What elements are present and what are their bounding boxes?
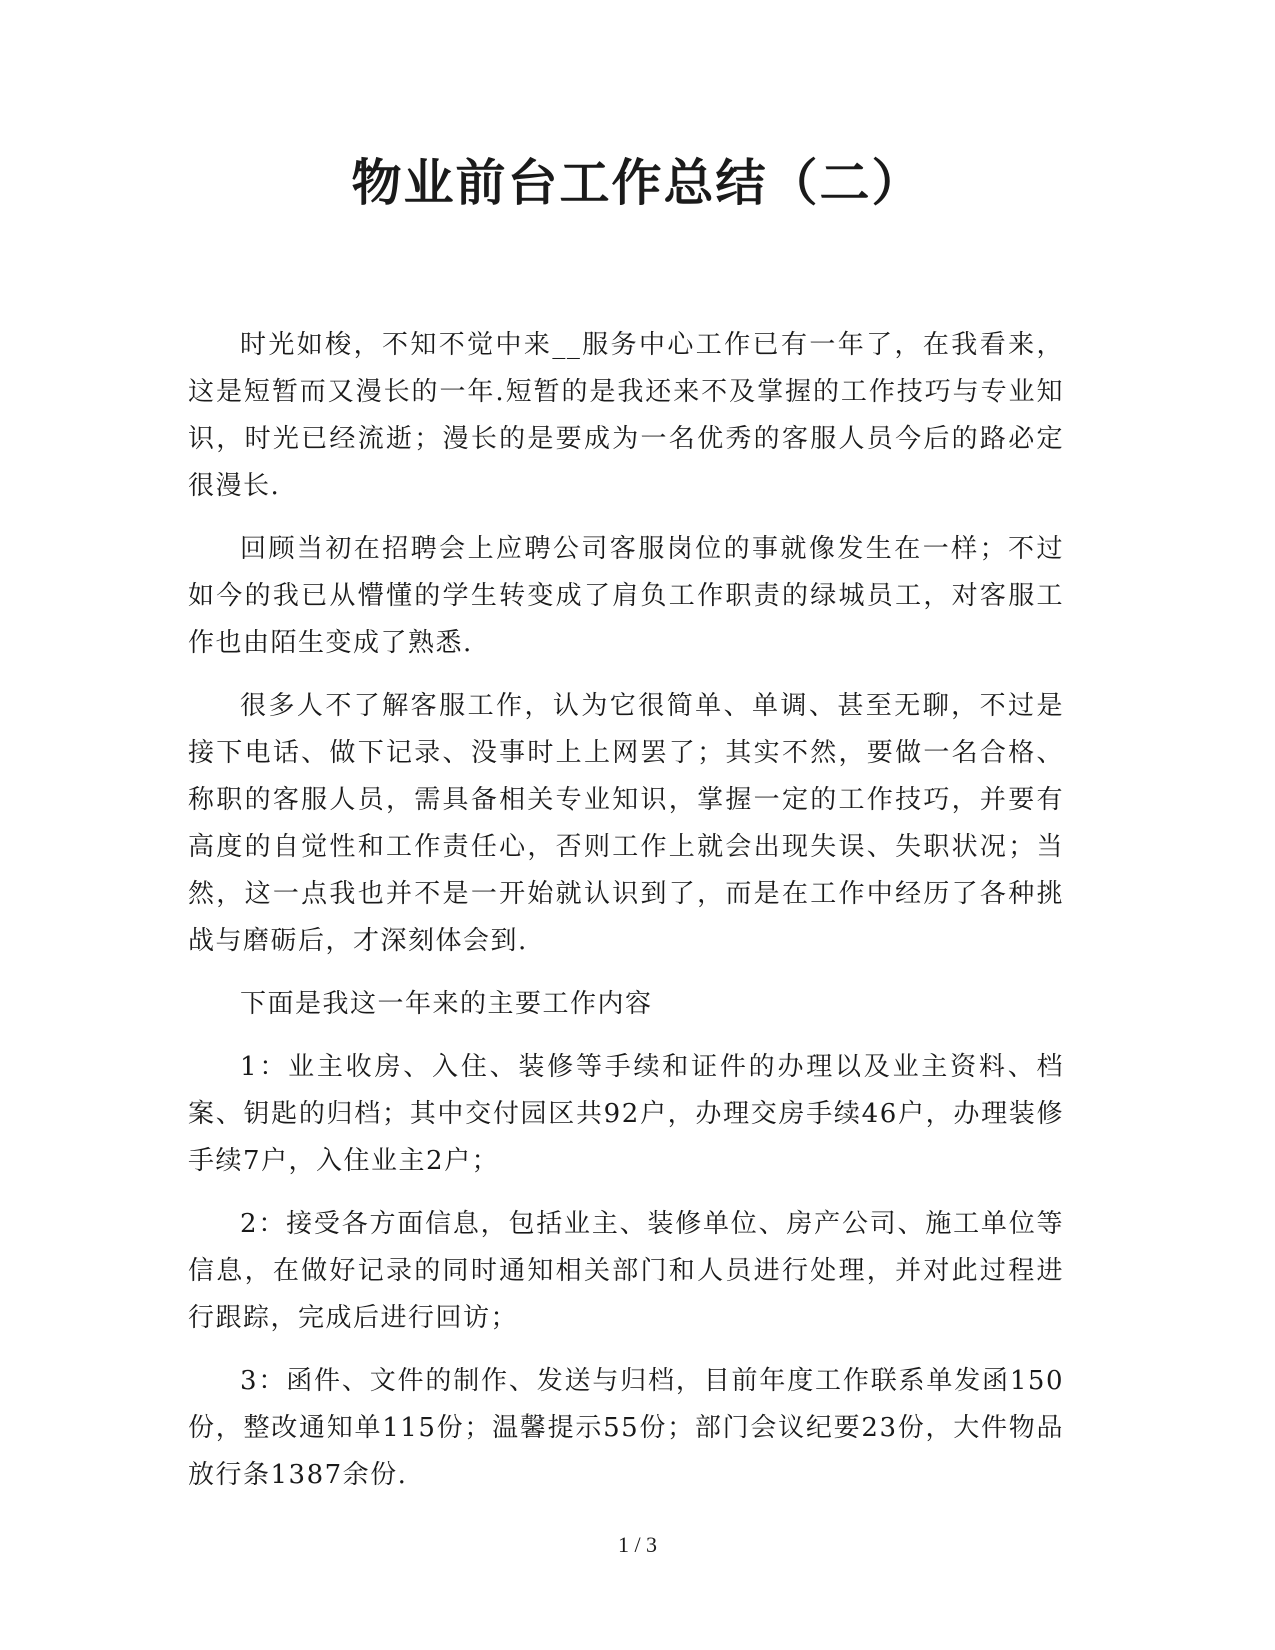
paragraph-understanding: 很多人不了解客服工作，认为它很简单、单调、甚至无聊，不过是接下电话、做下记录、没事时上上网罢了；其实不然，要做一名合格、称职的客服人员，需具备相关专业知识，掌握一定的工作技巧，并要有高度的自觉性和工作责任心，否则工作上就会出现失误、失职状况；当然，这一点我也并不是一开始就认识到了，而是在工作中经历了各种挑战与磨砺后，才深刻体会到. bbox=[188, 691, 1064, 956]
paragraph-item-3: 3：函件、文件的制作、发送与归档，目前年度工作联系单发函150份，整改通知单115份；温馨提示55份；部门会议纪要23份，大件物品放行条1387余份. bbox=[188, 1366, 1064, 1490]
paragraph-review: 回顾当初在招聘会上应聘公司客服岗位的事就像发生在一样；不过如今的我已从懵懂的学生转变成了肩负工作职责的绿城员工，对客服工作也由陌生变成了熟悉. bbox=[188, 534, 1064, 658]
document-body bbox=[188, 322, 1064, 1515]
paragraph-item-1: 1：业主收房、入住、装修等手续和证件的办理以及业主资料、档案、钥匙的归档；其中交付园区共92户，办理交房手续46户，办理装修手续7户，入住业主2户； bbox=[188, 1052, 1064, 1176]
paragraph-item-2: 2：接受各方面信息，包括业主、装修单位、房产公司、施工单位等信息，在做好记录的同时通知相关部门和人员进行处理，并对此过程进行跟踪，完成后进行回访； bbox=[188, 1209, 1064, 1333]
page-number: 1 / 3 bbox=[617, 1532, 658, 1557]
document-title: 物业前台工作总结（二） bbox=[351, 153, 924, 212]
paragraph-work-heading: 下面是我这一年来的主要工作内容 bbox=[240, 989, 653, 1019]
paragraph-intro: 时光如梭，不知不觉中来__服务中心工作已有一年了，在我看来，这是短暂而又漫长的一年.短暂的是我还来不及掌握的工作技巧与专业知识，时光已经流逝；漫长的是要成为一名优秀的客服人员今后的路必定很漫长. bbox=[188, 330, 1064, 501]
